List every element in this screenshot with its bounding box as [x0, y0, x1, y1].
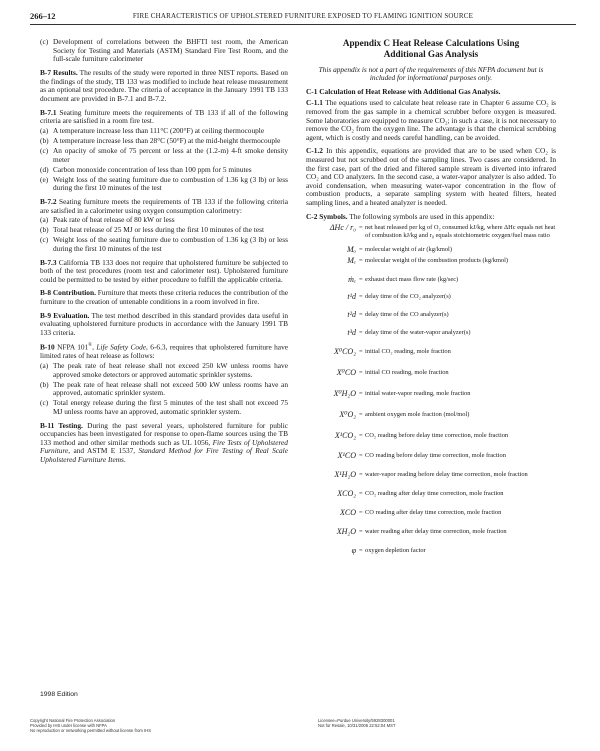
- symbol-entry: XH₂O = water reading after delay time correction, mole fraction: [336, 527, 507, 537]
- right-column: [306, 38, 556, 557]
- symbol-entry: Mₐ = molecular weight of air (kg/kmol): [346, 245, 452, 255]
- list-item: (d) Carbon monoxide concentration of less than 100 ppm for 5 minutes: [40, 164, 252, 174]
- paragraph-b7: B-7 Results. The results of the study were reported in three NIST reports. Based on the findings of the study, TB 133 was modified to include heat release measurement as an optional test procedure. The criteria of acceptance in the January 1991 TB 133 document are provided in B-7.1 and B-7.2.: [40, 68, 288, 104]
- symbol-entry: XCO₂ = CO₂ reading after delay time correction, mole fraction: [337, 489, 504, 499]
- b7-1-criteria-list: [40, 127, 288, 193]
- symbol-entry: ṁₑ = exhaust duct mass flow rate (kg/sec): [348, 275, 459, 285]
- list-item: (c) Total energy release during the first 5 minutes of the test shall not exceed 75 MJ unless rooms have an approved, automatic sprinkler system.: [40, 398, 288, 416]
- paragraph-b11: B-11 Testing. During the past several years, upholstered furniture for public occupancies has been investigated for response to open-flame sources using the TB 133 method and other similar methods such as UL 1056, Fire Tests of Upholstered Furniture, and ASTM E 1537, Standard Method for Fire Testing of Real Scale Upholstered Furniture Items.: [40, 420, 288, 464]
- section-heading-c1: C-1 Calculation of Heat Release with Additional Gas Analysis.: [306, 86, 501, 96]
- list-item: (b) A temperature increase less than 28°C (50°F) at the mid-height thermocouple: [40, 135, 281, 145]
- symbol-entry: X⁰CO = initial CO reading, mole fraction: [336, 368, 449, 378]
- symbol-entry: Mₑ = molecular weight of the combustion products (kg/kmol): [347, 256, 509, 266]
- paragraph-b8: B-8 Contribution. Furniture that meets these criteria reduces the contribution of the furniture to the creation of untenable conditions in a room involved in fire.: [40, 288, 289, 306]
- b7-2-criteria-list: [40, 216, 288, 253]
- paragraph-b7-2: B-7.2 Seating furniture meets the requirements of TB 133 if the following criteria are satisfied in a calorimeter using oxygen consumption calorimetry:: [40, 197, 288, 215]
- list-item: (c) Development of correlations between the BHFTI test room, the American Society for Testing and Materials (ASTM) Standard Fire Test Room, and the full-scale furniture calorimeter: [40, 37, 288, 64]
- symbol-entry: X⁰CO₂ = initial CO₂ reading, mole fraction: [334, 347, 451, 357]
- symbol-entry: X¹H₂O = water-vapor reading before delay time correction, mole fraction: [334, 470, 528, 480]
- list-item: (c) Weight loss of the seating furniture due to combustion of 1.36 kg (3 lb) or less during the first 10 minutes of the test: [40, 235, 288, 253]
- symbol-entry: X¹CO₂ = CO₂ reading before delay time correction, mole fraction: [334, 431, 509, 441]
- symbol-entry: t³d = delay time of the water-vapor analyzer(s): [347, 328, 471, 338]
- symbol-entry: t¹d = delay time of the CO₂ analyzer(s): [347, 292, 451, 302]
- page-header: [30, 10, 576, 25]
- edition-label: 1998 Edition: [40, 691, 78, 698]
- symbol-entry: t²d = delay time of the CO analyzer(s): [347, 310, 449, 320]
- paragraph-b7-1: B-7.1 Seating furniture meets the requirements of TB 133 if all of the following criteria are satisfied in a room fire test.: [40, 107, 289, 126]
- list-item: (a) Peak rate of heat release of 80 kW or less: [40, 215, 175, 225]
- symbol-entry: ΔHc / r₀ = net heat released per kg of O₂ consumed kJ/kg, where ΔHc equals net heat of combustion kJ/kg and r₀ equals stoichiometric oxygen/fuel mass ratio: [329, 223, 556, 239]
- list-item: (a) A temperature increase less than 111°C (200°F) at ceiling thermocouple: [40, 125, 265, 135]
- footer-licensee: Licensee=Purdue University/5928300001 Not for Resale, 10/31/2006 22:52:04 MST: [318, 718, 396, 728]
- running-title: FIRE CHARACTERISTICS OF UPHOLSTERED FURNITURE EXPOSED TO FLAMING IGNITION SOURCE: [132, 12, 474, 20]
- list-item: (e) Weight loss of the seating furniture due to combustion of 1.36 kg (3 lb) or less during the first 10 minutes of the test: [40, 174, 288, 193]
- paragraph-b7-3: B-7.3 California TB 133 does not require that upholstered furniture be subjected to both of the test procedures (room test and calorimeter test). Upholstered furniture could be permitted to be tested by either procedure to fulfill the applicable criteria.: [40, 257, 288, 284]
- appendix-note: This appendix is not a part of the requirements of this NFPA document but is included for informational purposes only.: [318, 64, 544, 83]
- paragraph-c1-2: C-1.2 In this appendix, equations are provided that are to be used when CO₂ is measured but not scrubbed out of the sampling lines. Two cases are considered. In the first case, part of the dried and filtered sample stream is diverted into infrared CO₂ and CO analyzers. In the second case, a water-vapor analyzer is also added. To avoid condensation, when measuring water-vapor concentration in the flow of combustion products, a separate sampling system with heated filters, heated sampling lines, and a heated analyzer is needed.: [306, 146, 556, 207]
- appendix-title: Appendix C Heat Release Calculations Using Additional Gas Analysis: [342, 38, 520, 59]
- paragraph-c2: C-2 Symbols. The following symbols are used in this appendix:: [306, 211, 495, 221]
- symbol-entry: X⁰O₂ = ambient oxygen mole fraction (mol/mol): [339, 410, 470, 420]
- list-item: (a) The peak rate of heat release shall not exceed 250 kW unless rooms have approved smoke detectors or approved automatic sprinkler systems.: [40, 360, 288, 379]
- list-item: (b) Total heat release of 25 MJ or less during the first 10 minutes of the test: [40, 225, 264, 235]
- paragraph-c1-1: C-1.1 The equations used to calculate heat release rate in Chapter 6 assume CO₂ is removed from the gas sample in a chemical scrubber before oxygen is measured. Some laboratories are equipped to measure CO₂; in such a case, it is not necessary to remove the CO₂ from the oxygen line. The advantage is that the chemical scrubbing agent, which is costly and needs careful handling, can be avoided.: [306, 98, 556, 142]
- list-item: (b) The peak rate of heat release shall not exceed 500 kW unless rooms have an approved, automatic sprinkler system.: [40, 379, 288, 398]
- footer-copyright: Copyright National Fire Protection Association Provided by IHS under license with NFPA No reproduction or networking permitted without license from IHS: [30, 718, 152, 733]
- page-number: 266–12: [30, 11, 56, 21]
- symbol-entry: X¹CO = CO reading before delay time correction, mole fraction: [337, 451, 506, 461]
- paragraph-b10: B-10 NFPA 101®, Life Safety Code, 6-6.3, requires that upholstered furniture have limited rates of heat release as follows:: [40, 342, 289, 361]
- b10-requirements-list: [40, 362, 288, 417]
- symbols-list: [306, 224, 556, 557]
- symbol-entry: X⁰H₂O = initial water-vapor reading, mole fraction: [333, 389, 471, 399]
- paragraph-b9: B-9 Evaluation. The test method described in this standard provides data useful in evaluating upholstered furniture products in accordance with the January 1991 TB 133 criteria.: [40, 310, 288, 337]
- symbol-entry: φ = oxygen depletion factor: [351, 546, 426, 556]
- symbol-entry: XCO = CO reading after delay time correction, mole fraction: [340, 508, 502, 518]
- list-item: (c) An opacity of smoke of 75 percent or less at the (1.2-m) 4-ft smoke density meter: [40, 146, 288, 164]
- left-column: [40, 38, 288, 469]
